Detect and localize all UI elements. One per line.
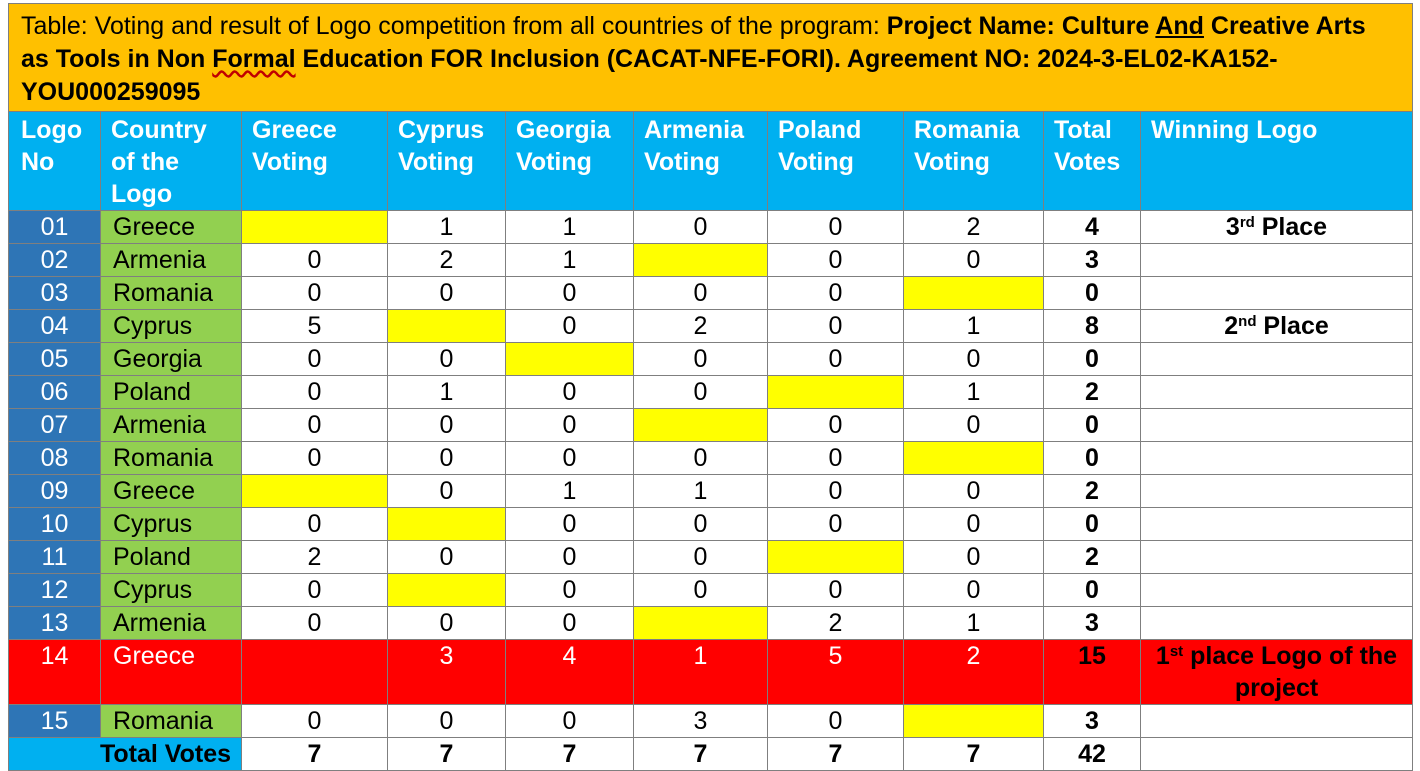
logo-country-cell: Armenia: [101, 607, 242, 640]
total-votes-cell: 0: [1044, 508, 1141, 541]
greece-vote-cell: 0: [242, 376, 388, 409]
georgia-vote-cell: 0: [506, 310, 634, 343]
total-armenia: 7: [634, 738, 768, 771]
armenia-vote-cell: 0: [634, 343, 768, 376]
logo-country-cell: Greece: [101, 640, 242, 705]
winning-logo-cell: [1141, 244, 1413, 277]
georgia-vote-cell: 1: [506, 244, 634, 277]
header-total-votes: Total Votes: [1044, 112, 1141, 211]
cyprus-vote-cell: 2: [388, 244, 506, 277]
total-votes-cell: 2: [1044, 376, 1141, 409]
logo-number-cell: 15: [9, 705, 101, 738]
logo-number-cell: 12: [9, 574, 101, 607]
georgia-vote-cell: [506, 343, 634, 376]
romania-vote-cell: 0: [904, 574, 1044, 607]
winning-logo-cell: [1141, 442, 1413, 475]
table-row: [9, 343, 1413, 376]
armenia-vote-cell: 1: [634, 475, 768, 508]
romania-vote-cell: 0: [904, 475, 1044, 508]
romania-vote-cell: 0: [904, 244, 1044, 277]
header-poland-voting: Poland Voting: [768, 112, 904, 211]
armenia-vote-cell: 0: [634, 277, 768, 310]
winning-logo-cell: [1141, 475, 1413, 508]
romania-vote-cell: 0: [904, 343, 1044, 376]
romania-vote-cell: 0: [904, 508, 1044, 541]
winner-rank-number: 2: [1224, 312, 1239, 340]
poland-vote-cell: 0: [768, 442, 904, 475]
georgia-vote-cell: 0: [506, 607, 634, 640]
logo-number-cell: 03: [9, 277, 101, 310]
greece-vote-cell: 0: [242, 244, 388, 277]
cyprus-vote-cell: 0: [388, 442, 506, 475]
logo-country-cell: Armenia: [101, 409, 242, 442]
table-row: [9, 640, 1413, 705]
logo-number-cell: 04: [9, 310, 101, 343]
cyprus-vote-cell: 0: [388, 409, 506, 442]
cyprus-vote-cell: 0: [388, 277, 506, 310]
romania-vote-cell: [904, 705, 1044, 738]
greece-vote-cell: 0: [242, 277, 388, 310]
logo-country-cell: Romania: [101, 277, 242, 310]
armenia-vote-cell: [634, 244, 768, 277]
logo-number-cell: 11: [9, 541, 101, 574]
poland-vote-cell: 0: [768, 343, 904, 376]
greece-vote-cell: 0: [242, 442, 388, 475]
header-armenia-voting: Armenia Voting: [634, 112, 768, 211]
winning-logo-cell: [1141, 310, 1413, 343]
logo-country-cell: Cyprus: [101, 508, 242, 541]
table-row: [9, 442, 1413, 475]
romania-vote-cell: [904, 442, 1044, 475]
poland-vote-cell: 0: [768, 705, 904, 738]
total-romania: 7: [904, 738, 1044, 771]
logo-country-cell: Poland: [101, 376, 242, 409]
cyprus-vote-cell: 0: [388, 343, 506, 376]
total-votes-cell: 0: [1044, 442, 1141, 475]
table-title: [9, 4, 1413, 112]
total-georgia: 7: [506, 738, 634, 771]
logo-country-cell: Cyprus: [101, 574, 242, 607]
logo-country-cell: Cyprus: [101, 310, 242, 343]
greece-vote-cell: [242, 211, 388, 244]
grand-total: 42: [1044, 738, 1141, 771]
header-winning-logo: Winning Logo: [1141, 112, 1413, 211]
total-votes-cell: 3: [1044, 244, 1141, 277]
winner-rank-number: 1: [1155, 642, 1170, 670]
cyprus-vote-cell: 1: [388, 211, 506, 244]
georgia-vote-cell: 0: [506, 277, 634, 310]
total-votes-cell: 0: [1044, 343, 1141, 376]
total-votes-cell: 3: [1044, 607, 1141, 640]
total-votes-cell: 2: [1044, 475, 1141, 508]
armenia-vote-cell: 0: [634, 541, 768, 574]
title-project-and: And: [1155, 12, 1204, 40]
table-row: [9, 705, 1413, 738]
winner-rank-suffix: rd: [1239, 214, 1255, 231]
poland-vote-cell: [768, 541, 904, 574]
winning-logo-cell: [1141, 508, 1413, 541]
logo-number-cell: 07: [9, 409, 101, 442]
winning-logo-cell: [1141, 277, 1413, 310]
poland-vote-cell: 0: [768, 574, 904, 607]
cyprus-vote-cell: 0: [388, 475, 506, 508]
logo-country-cell: Greece: [101, 475, 242, 508]
totals-winning-empty: [1141, 738, 1413, 771]
greece-vote-cell: [242, 640, 388, 705]
winning-logo-cell: [1141, 541, 1413, 574]
romania-vote-cell: 1: [904, 376, 1044, 409]
logo-number-cell: 08: [9, 442, 101, 475]
logo-number-cell: 14: [9, 640, 101, 705]
armenia-vote-cell: [634, 607, 768, 640]
cyprus-vote-cell: [388, 508, 506, 541]
armenia-vote-cell: 1: [634, 640, 768, 705]
armenia-vote-cell: 0: [634, 442, 768, 475]
logo-number-cell: 10: [9, 508, 101, 541]
winner-rank-number: 3: [1225, 213, 1240, 241]
title-project-part-2: Creative Arts as Tools in Non: [21, 12, 1366, 73]
armenia-vote-cell: 0: [634, 211, 768, 244]
greece-vote-cell: 2: [242, 541, 388, 574]
winner-rank-text: Place: [1256, 312, 1329, 340]
winner-rank-text: place Logo of the project: [1183, 642, 1398, 702]
georgia-vote-cell: 0: [506, 574, 634, 607]
greece-vote-cell: 0: [242, 705, 388, 738]
total-votes-cell: 0: [1044, 574, 1141, 607]
title-lead: Table: Voting and result of Logo competition from all countries of the program:: [21, 12, 887, 40]
greece-vote-cell: 0: [242, 409, 388, 442]
greece-vote-cell: 0: [242, 343, 388, 376]
cyprus-vote-cell: 0: [388, 705, 506, 738]
table-row: [9, 607, 1413, 640]
table-row: [9, 310, 1413, 343]
header-greece-voting: Greece Voting: [242, 112, 388, 211]
poland-vote-cell: 0: [768, 508, 904, 541]
table-row: [9, 475, 1413, 508]
header-country: Country of the Logo: [101, 112, 242, 211]
poland-vote-cell: [768, 376, 904, 409]
poland-vote-cell: 2: [768, 607, 904, 640]
georgia-vote-cell: 1: [506, 475, 634, 508]
cyprus-vote-cell: 0: [388, 541, 506, 574]
armenia-vote-cell: 0: [634, 508, 768, 541]
table-row: [9, 376, 1413, 409]
armenia-vote-cell: 0: [634, 376, 768, 409]
total-votes-cell: 8: [1044, 310, 1141, 343]
poland-vote-cell: 5: [768, 640, 904, 705]
total-votes-cell: 2: [1044, 541, 1141, 574]
winner-rank-text: Place: [1254, 213, 1328, 241]
voting-table-container: [8, 3, 1412, 771]
winning-logo-cell: [1141, 607, 1413, 640]
winning-logo-cell: [1141, 705, 1413, 738]
logo-country-cell: Poland: [101, 541, 242, 574]
table-row: [9, 277, 1413, 310]
georgia-vote-cell: 1: [506, 211, 634, 244]
title-project-formal: Formal: [212, 45, 296, 73]
poland-vote-cell: 0: [768, 310, 904, 343]
title-project-part-3: Education FOR Inclusion (CACAT-NFE-FORI). Agreement NO: 2024-3-EL02-KA152-YOU000259095: [21, 45, 1278, 106]
poland-vote-cell: 0: [768, 211, 904, 244]
georgia-vote-cell: 0: [506, 409, 634, 442]
logo-number-cell: 09: [9, 475, 101, 508]
armenia-vote-cell: 0: [634, 574, 768, 607]
table-row: [9, 409, 1413, 442]
armenia-vote-cell: 3: [634, 705, 768, 738]
winning-logo-cell: [1141, 376, 1413, 409]
romania-vote-cell: 0: [904, 409, 1044, 442]
title-project-part-1: Project Name: Culture: [886, 12, 1156, 40]
georgia-vote-cell: 0: [506, 442, 634, 475]
georgia-vote-cell: 0: [506, 376, 634, 409]
table-row: [9, 508, 1413, 541]
table-body: [9, 211, 1413, 738]
header-row: [9, 112, 1413, 211]
winning-logo-cell: [1141, 343, 1413, 376]
winner-rank-suffix: nd: [1238, 313, 1257, 330]
winning-logo-cell: [1141, 640, 1413, 705]
table-row: [9, 541, 1413, 574]
total-votes-cell: 0: [1044, 277, 1141, 310]
logo-number-cell: 05: [9, 343, 101, 376]
winning-logo-cell: [1141, 574, 1413, 607]
greece-vote-cell: 0: [242, 574, 388, 607]
header-georgia-voting: Georgia Voting: [506, 112, 634, 211]
winning-logo-cell: [1141, 409, 1413, 442]
total-votes-cell: 3: [1044, 705, 1141, 738]
georgia-vote-cell: 0: [506, 508, 634, 541]
total-poland: 7: [768, 738, 904, 771]
cyprus-vote-cell: 3: [388, 640, 506, 705]
logo-country-cell: Georgia: [101, 343, 242, 376]
winner-rank-suffix: st: [1169, 643, 1184, 660]
total-cyprus: 7: [388, 738, 506, 771]
poland-vote-cell: 0: [768, 244, 904, 277]
totals-label: Total Votes: [9, 738, 242, 771]
logo-number-cell: 02: [9, 244, 101, 277]
cyprus-vote-cell: 1: [388, 376, 506, 409]
armenia-vote-cell: 2: [634, 310, 768, 343]
table-row: [9, 244, 1413, 277]
georgia-vote-cell: 0: [506, 705, 634, 738]
greece-vote-cell: 0: [242, 508, 388, 541]
poland-vote-cell: 0: [768, 277, 904, 310]
total-greece: 7: [242, 738, 388, 771]
greece-vote-cell: 5: [242, 310, 388, 343]
georgia-vote-cell: 4: [506, 640, 634, 705]
cyprus-vote-cell: 0: [388, 607, 506, 640]
greece-vote-cell: [242, 475, 388, 508]
logo-number-cell: 06: [9, 376, 101, 409]
armenia-vote-cell: [634, 409, 768, 442]
georgia-vote-cell: 0: [506, 541, 634, 574]
greece-vote-cell: 0: [242, 607, 388, 640]
winning-logo-cell: [1141, 211, 1413, 244]
header-romania-voting: Romania Voting: [904, 112, 1044, 211]
poland-vote-cell: 0: [768, 409, 904, 442]
poland-vote-cell: 0: [768, 475, 904, 508]
romania-vote-cell: 2: [904, 640, 1044, 705]
logo-country-cell: Romania: [101, 705, 242, 738]
logo-number-cell: 13: [9, 607, 101, 640]
romania-vote-cell: 1: [904, 607, 1044, 640]
logo-number-cell: 01: [9, 211, 101, 244]
romania-vote-cell: 1: [904, 310, 1044, 343]
voting-table: [8, 3, 1413, 771]
romania-vote-cell: 2: [904, 211, 1044, 244]
romania-vote-cell: [904, 277, 1044, 310]
cyprus-vote-cell: [388, 574, 506, 607]
logo-country-cell: Armenia: [101, 244, 242, 277]
romania-vote-cell: 0: [904, 541, 1044, 574]
header-cyprus-voting: Cyprus Voting: [388, 112, 506, 211]
table-row: [9, 574, 1413, 607]
totals-row: [9, 738, 1413, 771]
table-row: [9, 211, 1413, 244]
total-votes-cell: 15: [1044, 640, 1141, 705]
cyprus-vote-cell: [388, 310, 506, 343]
logo-country-cell: Greece: [101, 211, 242, 244]
logo-country-cell: Romania: [101, 442, 242, 475]
header-logo-no: Logo No: [9, 112, 101, 211]
total-votes-cell: 4: [1044, 211, 1141, 244]
total-votes-cell: 0: [1044, 409, 1141, 442]
